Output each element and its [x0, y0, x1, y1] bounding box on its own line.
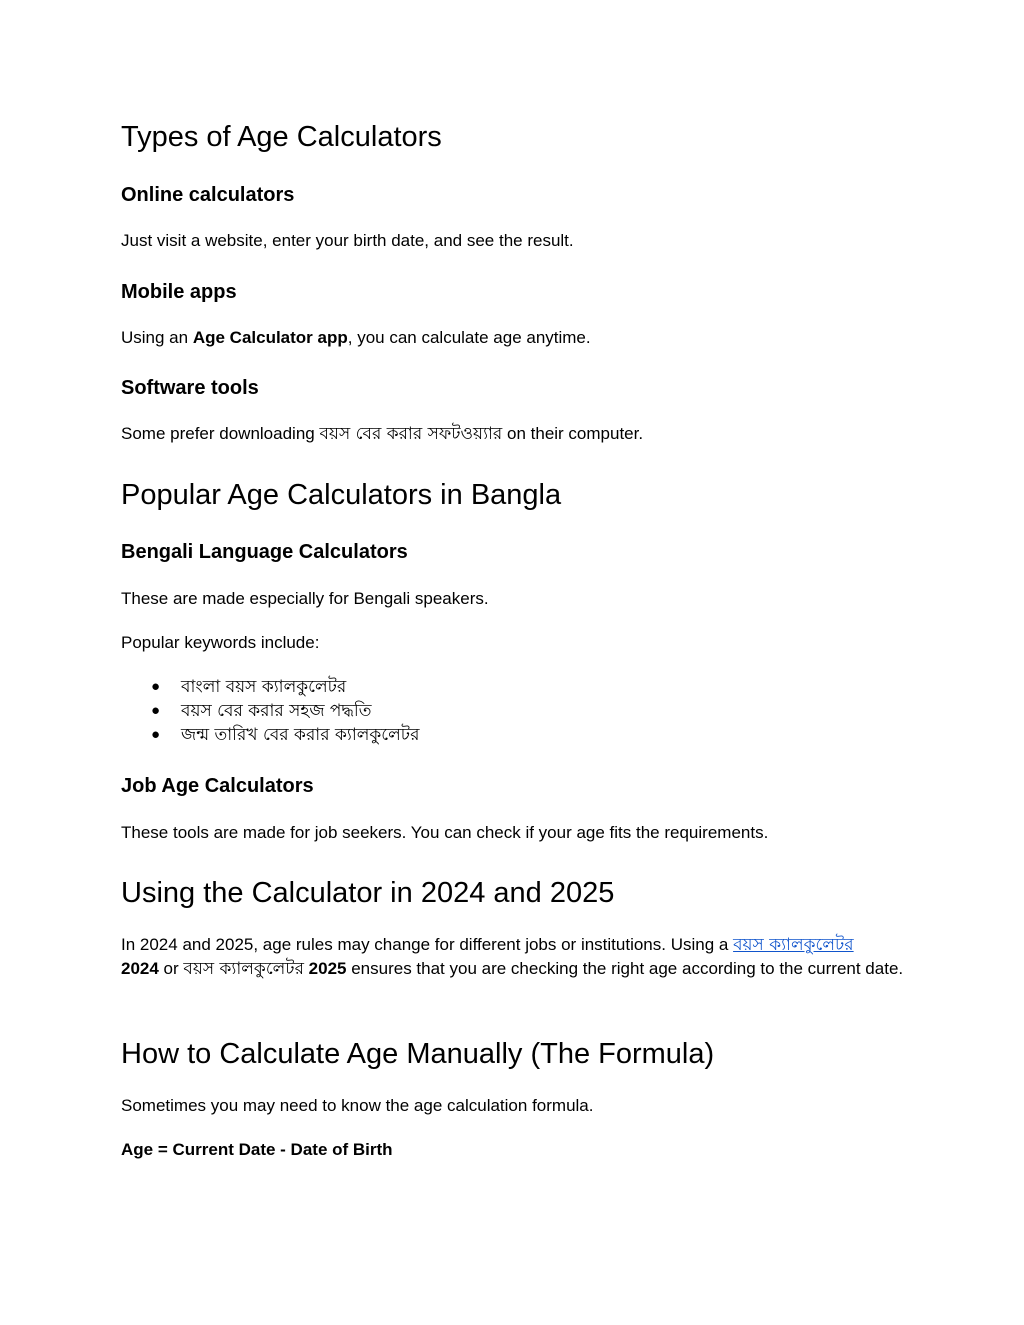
bullet-icon: ● — [151, 702, 161, 719]
using-text-bengali: বয়স ক্যালকুলেটর — [183, 959, 304, 979]
paragraph-keywords-intro: Popular keywords include: — [121, 633, 320, 652]
keyword-text: জন্ম তারিখ বের করার ক্যালকুলেটর — [181, 725, 420, 745]
using-bold-2025: 2025 — [308, 959, 347, 978]
mobile-text-before: Using an — [121, 328, 193, 347]
heading-bengali-language: Bengali Language Calculators — [121, 541, 408, 563]
heading-popular: Popular Age Calculators in Bangla — [121, 479, 562, 511]
paragraph-mobile-apps — [121, 326, 911, 350]
bullet-icon: ● — [151, 726, 161, 743]
list-item — [121, 723, 419, 747]
heading-mobile-apps: Mobile apps — [121, 281, 237, 303]
heading-online-calculators: Online calculators — [121, 184, 295, 206]
heading-software-tools: Software tools — [121, 377, 259, 399]
paragraph-job-age: These tools are made for job seekers. You can check if your age fits the requirements. — [121, 823, 769, 842]
heading-using-calculator: Using the Calculator in 2024 and 2025 — [121, 877, 615, 909]
mobile-text-after: , you can calculate age anytime. — [347, 328, 591, 347]
keyword-text: বয়স বের করার সহজ পদ্ধতি — [181, 701, 372, 721]
paragraph-using-calculator — [121, 933, 911, 981]
paragraph-online-calculators: Just visit a website, enter your birth date, and see the result. — [121, 231, 574, 250]
using-bold-2024: 2024 — [121, 959, 159, 978]
using-text-1: In 2024 and 2025, age rules may change for different jobs or institutions. Using a — [121, 935, 734, 954]
keyword-list — [121, 675, 419, 747]
software-text-bengali: বয়স বের করার সফটওয়্যার — [319, 424, 503, 444]
heading-types: Types of Age Calculators — [121, 121, 442, 153]
heading-manual-formula: How to Calculate Age Manually (The Formula) — [121, 1038, 715, 1070]
paragraph-bengali-language: These are made especially for Bengali speakers. — [121, 589, 489, 608]
bullet-icon: ● — [151, 678, 161, 695]
software-text-before: Some prefer downloading — [121, 424, 320, 443]
list-item — [121, 699, 419, 723]
software-text-after: on their computer. — [502, 424, 644, 443]
list-item — [121, 675, 419, 699]
heading-job-age: Job Age Calculators — [121, 775, 314, 797]
using-text-end: ensures that you are checking the right age according to the current date. — [346, 959, 904, 978]
keyword-text: বাংলা বয়স ক্যালকুলেটর — [181, 677, 347, 697]
paragraph-software-tools — [121, 422, 911, 446]
paragraph-manual-formula: Sometimes you may need to know the age calculation formula. — [121, 1096, 594, 1115]
formula-text: Age = Current Date - Date of Birth — [121, 1140, 393, 1159]
using-text-or: or — [158, 959, 184, 978]
mobile-text-bold: Age Calculator app — [192, 328, 348, 347]
age-calculator-link[interactable]: বয়স ক্যালকুলেটর — [733, 935, 854, 955]
